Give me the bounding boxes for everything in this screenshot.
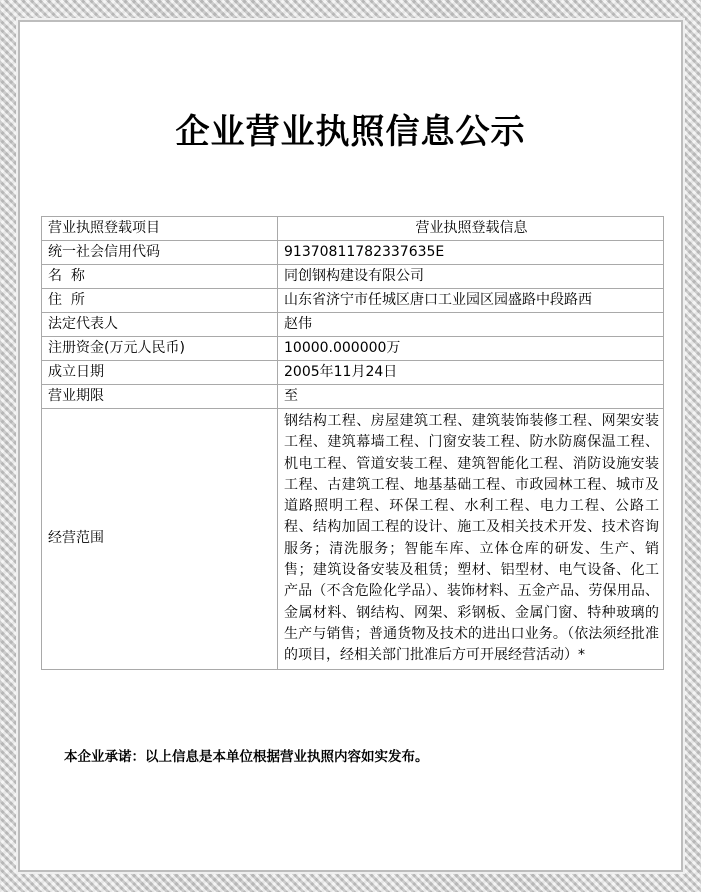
table-row-established — [42, 361, 664, 385]
row-value: 同创钢构建设有限公司 — [278, 265, 664, 289]
table-row-address — [42, 289, 664, 313]
row-value: 赵伟 — [278, 313, 664, 337]
promise-statement: 本企业承诺：以上信息是本单位根据营业执照内容如实发布。 — [64, 749, 429, 765]
business-scope-text: 钢结构工程、房屋建筑工程、建筑装饰装修工程、网架安装工程、建筑幕墙工程、门窗安装工程、防水防腐保温工程、机电工程、管道安装工程、建筑智能化工程、消防设施安装工程、古建筑工程、地基基础工程、市政园林工程、城市及道路照明工程、环保工程、水利工程、电力工程、公路工程、结构加固工程的设计、施工及相关技术开发、技术咨询服务；清洗服务；智能车库、立体仓库的研发、生产、销售；建筑设备安装及租赁；塑材、铝型材、电气设备、化工产品（不含危险化学品）、装饰材料、五金产品、劳保用品、金属材料、钢结构、网架、彩钢板、金属门窗、特种玻璃的生产与销售；普通货物及技术的进出口业务。（依法须经批准的项目，经相关部门批准后方可开展经营活动）* — [278, 409, 664, 670]
table-row-credit-code — [42, 241, 664, 265]
table-header-row — [42, 217, 664, 241]
row-label: 名 称 — [42, 265, 278, 289]
table-row-legal-rep — [42, 313, 664, 337]
row-label: 注册资金(万元人民币) — [42, 337, 278, 361]
header-label-cell: 营业执照登载项目 — [42, 217, 278, 241]
row-label: 住 所 — [42, 289, 278, 313]
header-value-cell: 营业执照登载信息 — [278, 217, 664, 241]
row-label: 成立日期 — [42, 361, 278, 385]
row-value: 至 — [278, 385, 664, 409]
row-label: 经营范围 — [42, 409, 278, 670]
license-info-table — [41, 216, 664, 670]
row-value: 10000.000000万 — [278, 337, 664, 361]
table-row-business-scope — [42, 409, 664, 670]
table-row-name — [42, 265, 664, 289]
row-value: 91370811782337635E — [278, 241, 664, 265]
row-value: 山东省济宁市任城区唐口工业园区园盛路中段路西 — [278, 289, 664, 313]
row-value: 2005年11月24日 — [278, 361, 664, 385]
table-row-capital — [42, 337, 664, 361]
row-label: 营业期限 — [42, 385, 278, 409]
row-label: 统一社会信用代码 — [42, 241, 278, 265]
row-label: 法定代表人 — [42, 313, 278, 337]
page-title: 企业营业执照信息公示 — [175, 112, 526, 152]
table-row-term — [42, 385, 664, 409]
